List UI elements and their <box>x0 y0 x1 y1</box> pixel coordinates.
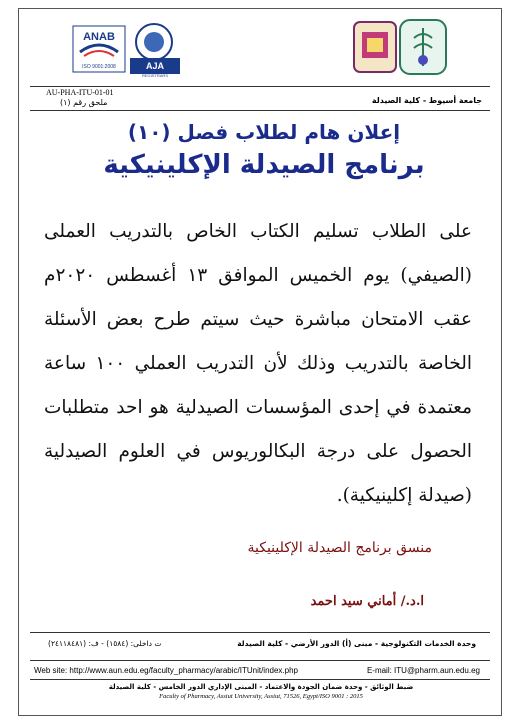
document-code: AU-PHA-ITU-01-01 <box>46 88 114 97</box>
signature-name: ا.د./ أماني سيد احمد <box>310 594 424 609</box>
accreditation-logos <box>72 18 182 78</box>
aja-logo-sub: REGISTRARS <box>141 73 169 78</box>
anab-logo-text: ANAB <box>83 31 115 43</box>
anab-logo-sub: ISO 9001:2008 <box>82 64 116 70</box>
footer-website: Web site: http://www.aun.edu.eg/faculty_pharmacy/arabic/ITUnit/index.php <box>34 666 298 675</box>
announcement-body: على الطلاب تسليم الكتاب الخاص بالتدريب العملى (الصيفي) يوم الخميس الموافق ١٣ أغسطس ٢٠٢٠م عقب الامتحان مباشرة حيث سيتم طرح بعض الأسئلة الخاصة بالتدريب وذلك لأن التدريب العملي ١٠٠ ساعة معتمدة في إحدى المؤسسات الصيدلية هو احد متطلبات الحصول على درجة البكالوريوس في العلوم الصيدلية (صيدلة إكلينيكية). <box>44 221 472 506</box>
aja-logo-text: AJA <box>145 61 165 71</box>
signature-title: منسق برنامج الصيدلة الإكلينيكية <box>247 540 432 556</box>
header-divider-top <box>30 86 490 87</box>
footer-unit-address: وحدة الخدمات التكنولوجية - مبنى (أ) الدور الأرضي - كلية الصيدلة <box>237 639 476 648</box>
header-divider-bottom <box>30 110 490 111</box>
footer-divider-bottom <box>30 679 490 680</box>
footer-arabic-address: ضبط الوثائق - وحدة ضمان الجودة والاعتماد - المبنى الإداري الدور الخامس - كلية الصيدلة <box>108 683 414 691</box>
annex-label: ملحق رقم (١) <box>60 98 108 107</box>
footer-english-address: Faculty of Pharmacy, Assiut University, Assiut, 71526, Egypt/ISO 9001 : 2015 <box>159 693 363 700</box>
header <box>20 12 500 90</box>
announcement-title: إعلان هام لطلاب فصل (١٠) <box>127 120 401 144</box>
program-title: برنامج الصيدلة الإكلينيكية <box>103 150 425 180</box>
university-label: جامعة أسيوط - كلية الصيدلة <box>371 96 482 105</box>
footer-divider-top <box>30 632 490 633</box>
university-faculty-logos <box>352 16 450 78</box>
footer-email: E-mail: ITU@pharm.aun.edu.eg <box>366 666 480 675</box>
footer-divider-mid <box>30 660 490 661</box>
footer-phones: ت داخلى: (١٥٨٤) - ف: (٢٤١١٨٤٨١) <box>48 639 162 648</box>
